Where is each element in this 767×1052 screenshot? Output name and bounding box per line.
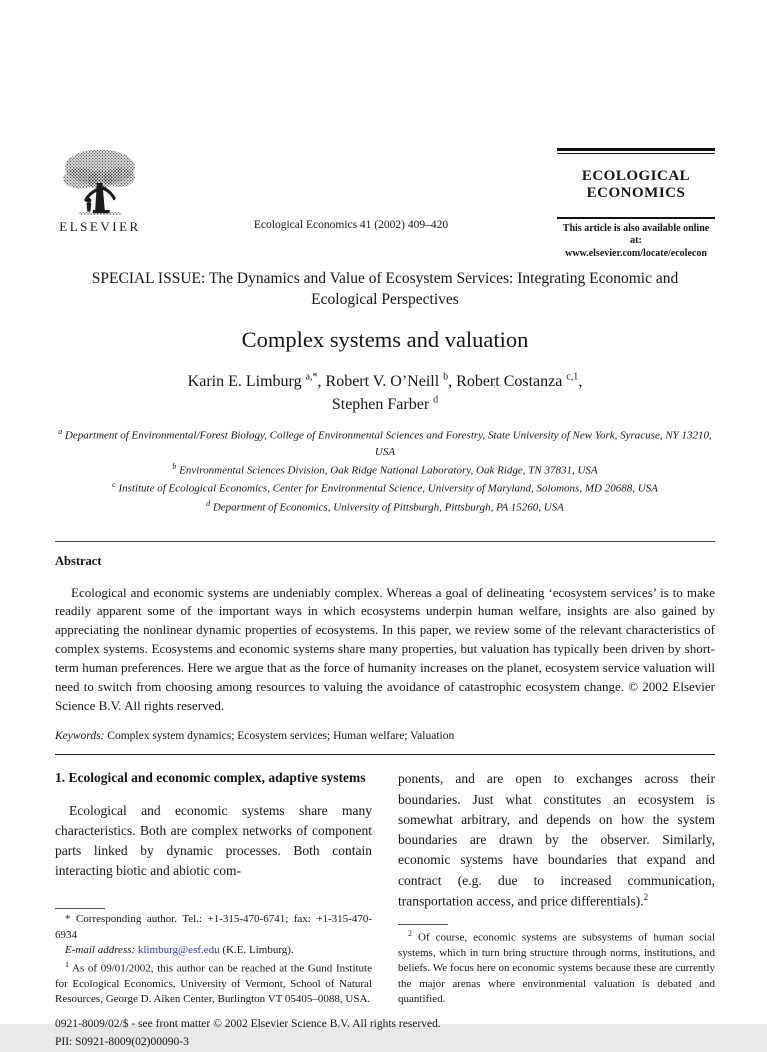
author-3-affiliation-marker: c,1 (566, 371, 579, 383)
footnote-1-marker: 1 (65, 959, 69, 969)
email-footnote (55, 943, 372, 958)
keywords-text: Complex system dynamics; Ecosystem services; Human welfare; Valuation (104, 730, 455, 743)
footnote-2: $^2$ Of course, economic systems are subsystems of human social systems, which in turn bring structure through norms, institutions, and beliefs. We focus here on economic systems because these are currently the major arenas where environmental valuation is debated and quantified. (398, 928, 715, 1006)
author-4-affiliation-marker: d (433, 394, 439, 406)
keywords-line (55, 730, 715, 742)
masthead-title (557, 168, 715, 203)
pii-line: PII: S0921-8009(02)00090-3 (55, 1036, 189, 1049)
section-1-heading: 1. Ecological and economic complex, adaptive systems (55, 770, 366, 786)
section-1-paragraph-right: ponents, and are open to exchanges across their boundaries. Just what constitutes an ecosystem is somewhat arbitrary, and depends on how the system boundaries are drawn by the observer. Similarly, economic systems have boundaries that expand and contract (e.g. due to increased communication, transportation access, and price differentials).$^2$ (398, 771, 715, 909)
right-footnote-block (398, 924, 715, 1008)
author-4: Stephen Farber $^d$ (331, 394, 439, 414)
journal-citation-text: Ecological Economics 41 (2002) 409–420 (253, 219, 449, 231)
body-columns (55, 769, 715, 1007)
author-2-affiliation-marker: b (443, 371, 449, 383)
online-note-line1: This article is also available online at: (562, 222, 710, 246)
journal-masthead (557, 148, 715, 259)
author-1-affiliation-marker: a,* (305, 371, 318, 383)
page-header (55, 148, 715, 259)
keywords-bottom-rule (55, 754, 715, 755)
affiliation-c: $^c$ Institute of Ecological Economics, Center for Environmental Science, University of Maryland, Solomons, MD 20688, USA (112, 480, 658, 495)
author-1: Karin E. Limburg $^{a,*}$, (187, 371, 326, 390)
masthead-top-rule (557, 148, 715, 154)
left-footnote-rule (55, 908, 105, 909)
abstract-heading: Abstract (55, 553, 102, 568)
page-footer (55, 1016, 715, 1052)
elsevier-tree-logo-icon (55, 148, 145, 218)
corresponding-marker: * (65, 913, 71, 926)
right-footnote-rule (398, 924, 448, 925)
keywords-label: Keywords: (55, 730, 105, 743)
masthead-title-line2: ECONOMICS (586, 185, 686, 202)
special-issue-heading: SPECIAL ISSUE: The Dynamics and Value of Ecosystem Services: Integrating Economic and Ecological Perspectives (91, 270, 679, 308)
section-1-paragraph-left: Ecological and economic systems share many characteristics. Both are complex networks of component parts linked by dynamic processes. Both contain interacting biotic and abiotic com- (55, 802, 372, 879)
footnote-1: $^1$ As of 09/01/2002, this author can be reached at the Gund Institute for Ecological Economics, University of Vermont, School of Natural Resources, George D. Aiken Center, Burlington VT 05405–0088, USA. (55, 959, 372, 1006)
article-title: Complex systems and valuation (241, 326, 529, 352)
elsevier-logo-block (55, 148, 145, 243)
left-column (55, 769, 372, 1007)
affiliation-d: $^d$ Department of Economics, University of Pittsburgh, Pittsburgh, PA 15260, USA (206, 498, 564, 514)
masthead-title-line1: ECOLOGICAL (581, 168, 691, 184)
author-3: Robert Costanza $^{c,1}$, (456, 371, 583, 390)
author-2: Robert V. O’Neill $^b$, (325, 371, 457, 390)
affiliation-b: $^b$ Environmental Sciences Division, Oak Ridge National Laboratory, Oak Ridge, TN 37831, USA (172, 461, 598, 477)
affiliation-a: $^a$ Department of Environmental/Forest Biology, College of Environmental Sciences and Forestry, State University of New York, Syracuse, NY 13210, USA (58, 427, 712, 458)
publisher-name: ELSEVIER (59, 219, 141, 234)
footnote-2-reference: 2 (643, 891, 649, 902)
online-availability-note (557, 223, 715, 261)
right-column (398, 769, 715, 1007)
author-list (55, 370, 715, 416)
abstract-text: Ecological and economic systems are undeniably complex. Whereas a goal of delineating ‘ecosystem services’ is to make readily apparent some of the important ways in which ecosystems underpin human welfare, insights are also gained by appreciating the nonlinear dynamic properties of ecosystems. In this paper, we review some of the relevant characteristics of complex systems. Ecosystems and economic systems share many properties, but valuation has typically been driven by short-term human preferences. Here we argue that as the force of humanity increases on the planet, ecosystem service valuation will need to switch from choosing among resources to valuing the avoidance of catastrophic ecosystem change. © 2002 Elsevier Science B.V. All rights reserved. (55, 584, 715, 713)
online-note-url: www.elsevier.com/locate/ecolecon (565, 247, 707, 259)
email-label: E-mail address: (65, 944, 136, 957)
email-after: (K.E. Limburg). (219, 944, 294, 957)
masthead-bottom-rule (557, 217, 715, 219)
email-link[interactable]: klimburg@esf.edu (135, 944, 220, 957)
affiliation-list (55, 426, 715, 516)
journal-citation (145, 148, 557, 243)
footnote-2-marker: 2 (408, 928, 412, 938)
left-footnote-block (55, 908, 372, 1007)
copyright-line: 0921-8009/02/$ - see front matter © 2002 Elsevier Science B.V. All rights reserved. (55, 1018, 441, 1031)
abstract-top-rule (55, 541, 715, 542)
corresponding-author-footnote: * Corresponding author. Tel.: +1-315-470-6741; fax: +1-315-470-6934 (55, 913, 372, 941)
